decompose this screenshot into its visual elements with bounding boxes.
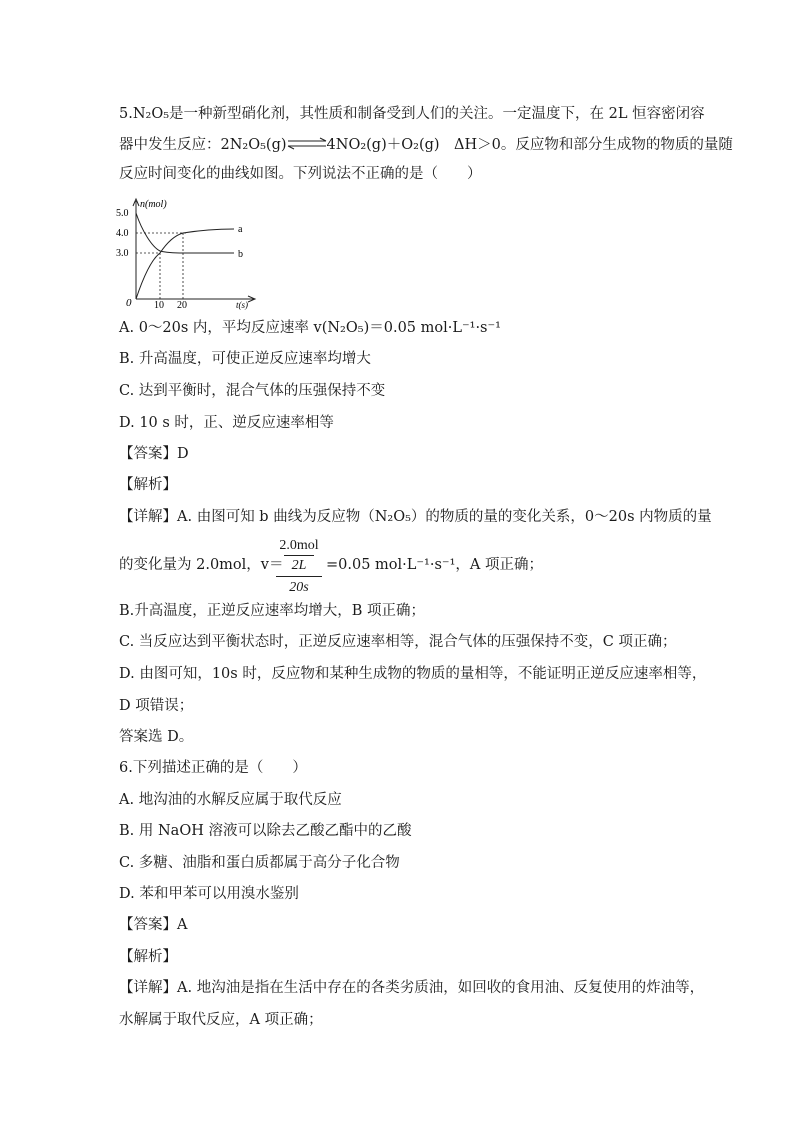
q6-option-b: B. 用 NaOH 溶液可以除去乙酸乙酯中的乙酸 <box>119 823 412 839</box>
q5-detail-line7: 答案选 D。 <box>119 729 194 745</box>
q5-option-d: D. 10 s 时，正、逆反应速率相等 <box>119 415 334 431</box>
q5-detail-line2a: 的变化量为 2.0mol，v＝ <box>119 557 284 573</box>
q6-detail-line1: 【详解】A. 地沟油是指在生活中存在的各类劣质油，如回收的食用油、反复使用的炸油等， <box>119 980 705 996</box>
q6-option-d: D. 苯和甲苯可以用溴水鉴别 <box>119 886 299 902</box>
origin-label: 0 <box>126 297 132 309</box>
x-tick-20: 20 <box>177 300 187 310</box>
q5-option-a: A. 0～20s 内，平均反应速率 v(N₂O₅)＝0.05 mol·L⁻¹·s⁻¹ <box>119 320 501 336</box>
q5-detail-line6: D 项错误； <box>119 698 194 714</box>
q5-detail-line5: D. 由图可知，10s 时，反应物和某种生成物的物质的量相等，不能证明正逆反应速率相等， <box>119 666 707 682</box>
fraction-main-bar <box>276 576 322 577</box>
q5-stem-line1: 5.N₂O₅是一种新型硝化剂，其性质和制备受到人们的关注。一定温度下，在 2L 恒容密闭容 <box>119 106 705 122</box>
curve-a-label: a <box>238 224 243 235</box>
q6-stem: 6.下列描述正确的是（ ） <box>119 760 307 776</box>
rate-fraction <box>272 536 326 597</box>
q5-analysis-heading: 【解析】 <box>119 477 177 493</box>
fraction-numerator: 2.0mol <box>279 538 319 553</box>
y-tick-5: 5.0 <box>116 208 129 219</box>
q5-reaction-left: 器中发生反应：2N₂O₅(g) <box>119 137 287 153</box>
y-tick-4: 4.0 <box>116 228 129 239</box>
curve-a <box>136 229 234 299</box>
fraction-volume: 2L <box>291 558 307 573</box>
q6-answer: 【答案】A <box>119 917 188 933</box>
q5-stem-line2 <box>119 135 733 155</box>
q5-detail-line3: B.升高温度，正逆反应速率均增大，B 项正确； <box>119 603 426 619</box>
q6-option-a: A. 地沟油的水解反应属于取代反应 <box>119 792 342 808</box>
q6-detail-line2: 水解属于取代反应，A 项正确； <box>119 1012 323 1028</box>
q5-reaction-right: 4NO₂(g)＋O₂(g) ΔH＞0。反应物和部分生成物的物质的量随 <box>326 137 733 153</box>
curve-b-label: b <box>238 249 243 260</box>
fraction-denominator: 20s <box>289 580 309 595</box>
y-axis-label: n(mol) <box>140 199 167 210</box>
reaction-graph <box>112 195 262 310</box>
q5-answer: 【答案】D <box>119 446 189 462</box>
y-tick-3: 3.0 <box>116 248 129 259</box>
q5-detail-line4: C. 当反应达到平衡状态时，正逆反应速率相等，混合气体的压强保持不变，C 项正确； <box>119 634 677 650</box>
q5-option-b: B. 升高温度，可使正逆反应速率均增大 <box>119 351 371 367</box>
q6-analysis-heading: 【解析】 <box>119 949 177 965</box>
q5-detail-line1: 【详解】A. 由图可知 b 曲线为反应物（N₂O₅）的物质的量的变化关系，0～20s 内物质的量 <box>119 509 712 525</box>
q5-option-c: C. 达到平衡时，混合气体的压强保持不变 <box>119 383 386 399</box>
q6-option-c: C. 多糖、油脂和蛋白质都属于高分子化合物 <box>119 855 400 871</box>
x-tick-10: 10 <box>154 300 164 310</box>
reversible-arrow-icon <box>287 137 327 151</box>
q5-stem-line3: 反应时间变化的曲线如图。下列说法不正确的是（ ） <box>119 166 482 182</box>
x-axis-label: t(s) <box>236 300 248 310</box>
q5-detail-line2b: =0.05 mol·L⁻¹·s⁻¹，A 项正确； <box>326 557 543 573</box>
